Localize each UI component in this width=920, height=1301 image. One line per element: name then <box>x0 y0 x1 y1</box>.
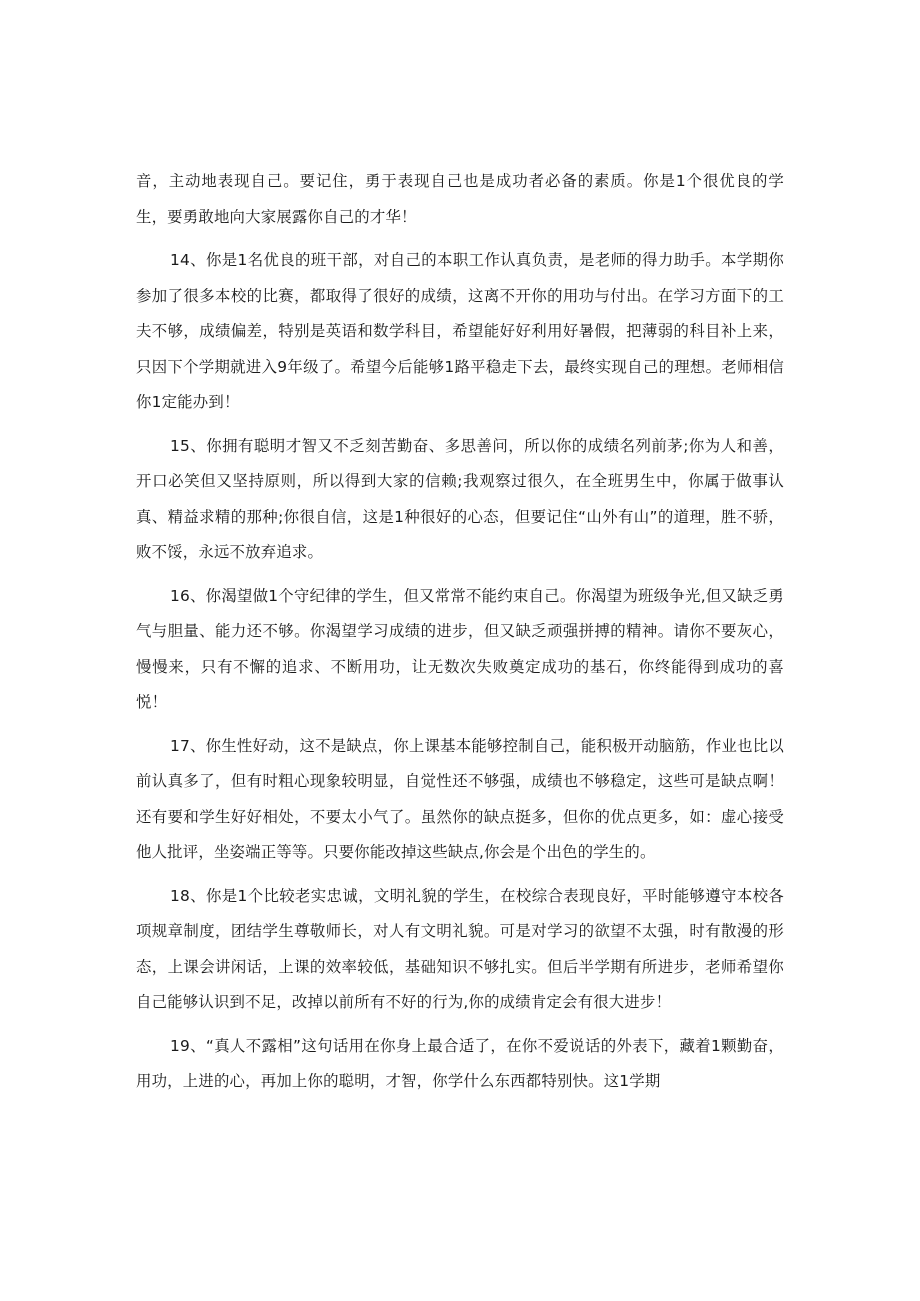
paragraph-16: 16、你渴望做1个守纪律的学生，但又常常不能约束自己。你渴望为班级争光,但又缺乏勇气与胆量、能力还不够。你渴望学习成绩的进步，但又缺乏顽强拼搏的精神。请你不要灰心，慢慢来，只有不懈的追求、不断用功，让无数次失败奠定成功的基石，你终能得到成功的喜悦！ <box>136 586 784 711</box>
paragraph-14: 14、你是1名优良的班干部，对自己的本职工作认真负责，是老师的得力助手。本学期你参加了很多本校的比赛，都取得了很好的成绩，这离不开你的用功与付出。在学习方面下的工夫不够，成绩偏差，特别是英语和数学科目，希望能好好利用好暑假，把薄弱的科目补上来，只因下个学期就进入9年级了。希望今后能够1路平稳走下去，最终实现自己的理想。老师相信你1定能办到！ <box>136 251 784 411</box>
paragraph-19: 19、“真人不露相”这句话用在你身上最合适了，在你不爱说话的外表下，藏着1颗勤奋，用功，上进的心，再加上你的聪明，才智，你学什么东西都特别快。这1学期 <box>136 1036 784 1090</box>
paragraph-17: 17、你生性好动，这不是缺点，你上课基本能够控制自己，能积极开动脑筋，作业也比以前认真多了，但有时粗心现象较明显，自觉性还不够强，成绩也不够稳定，这些可是缺点啊！还有要和学生好好相处，不要太小气了。虽然你的缺点挺多，但你的优点更多，如：虚心接受他人批评，坐姿端正等等。只要你能改掉这些缺点,你会是个出色的学生的。 <box>136 736 784 861</box>
paragraph-15: 15、你拥有聪明才智又不乏刻苦勤奋、多思善问，所以你的成绩名列前茅;你为人和善，开口必笑但又坚持原则，所以得到大家的信赖;我观察过很久，在全班男生中，你属于做事认真、精益求精的那种;你很自信，这是1种很好的心态，但要记住“山外有山”的道理，胜不骄，败不馁，永远不放弃追求。 <box>136 436 784 561</box>
paragraph-13-tail: 音，主动地表现自己。要记住，勇于表现自己也是成功者必备的素质。你是1个很优良的学生，要勇敢地向大家展露你自己的才华！ <box>136 172 784 226</box>
paragraph-18: 18、你是1个比较老实忠诚，文明礼貌的学生，在校综合表现良好，平时能够遵守本校各项规章制度，团结学生尊敬师长，对人有文明礼貌。可是对学习的欲望不太强，时有散漫的形态，上课会讲闲话，上课的效率较低，基础知识不够扎实。但后半学期有所进步，老师希望你自己能够认识到不足，改掉以前所有不好的行为,你的成绩肯定会有很大进步！ <box>136 886 784 1011</box>
document-body <box>136 164 784 1108</box>
